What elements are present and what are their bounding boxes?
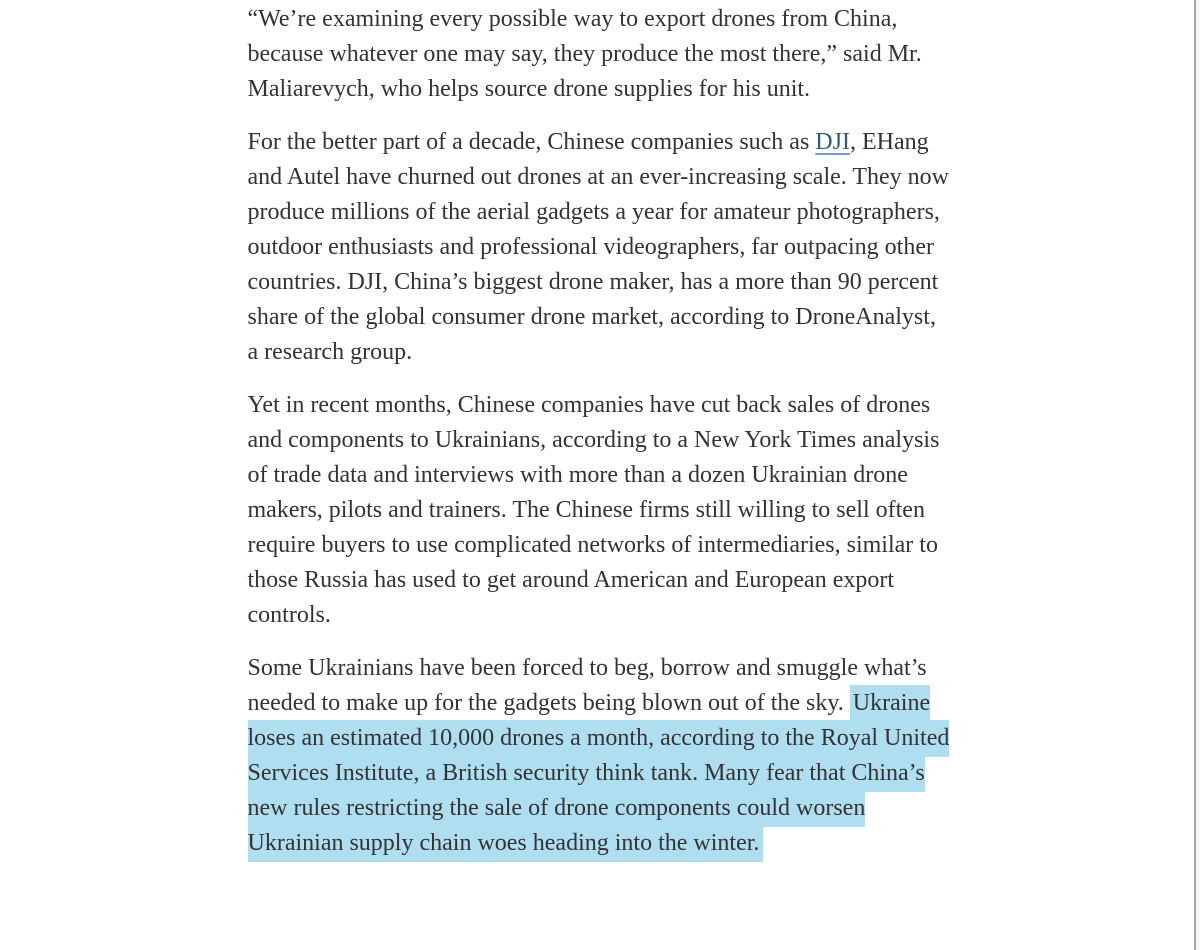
dji-link[interactable]: DJI — [815, 129, 850, 155]
paragraph-chinese-companies — [248, 125, 953, 370]
paragraph-text-before-link: For the better part of a decade, Chinese companies such as — [247, 129, 816, 155]
paragraph-cut-back-sales: Yet in recent months, Chinese companies have cut back sales of drones and components to Ukrainians, according to a New York Times analysis of trade data and interviews with more than a dozen Ukrainian drone makers, pilots and trainers. The Chinese firms still willing to sell often require buyers to use complicated networks of intermediaries, similar to those Russia has used to get around American and European export controls. — [247, 392, 940, 628]
scrollbar[interactable] — [1194, 0, 1196, 950]
paragraph-text-before-highlight: Some Ukrainians have been forced to beg, borrow and smuggle what’s needed to make up for the gadgets being blown out of the sky. — [247, 655, 927, 716]
scrollbar-gutter — [1196, 0, 1200, 950]
paragraph-smuggle — [248, 651, 953, 861]
paragraph-quote: “We’re examining every possible way to export drones from China, because whatever one may say, they produce the most there,” said Mr. Maliarevych, who helps source drone supplies for his unit. — [247, 6, 922, 102]
highlighted-passage: Ukraine loses an estimated 10,000 drones a month, according to the Royal United Services Institute, a British security think tank. Many fear that China’s new rules restricting the sale of drone components could worsen Ukrainian supply chain woes heading into the winter. — [248, 685, 950, 862]
article-body — [248, 0, 953, 861]
paragraph-text-after-link: , EHang and Autel have churned out drones at an ever-increasing scale. They now produce millions of the aerial gadgets a year for amateur photographers, outdoor enthusiasts and professional videographers, far outpacing other countries. DJI, China’s biggest drone maker, has a more than 90 percent share of the global consumer drone market, according to DroneAnalyst, a research group. — [247, 129, 949, 365]
